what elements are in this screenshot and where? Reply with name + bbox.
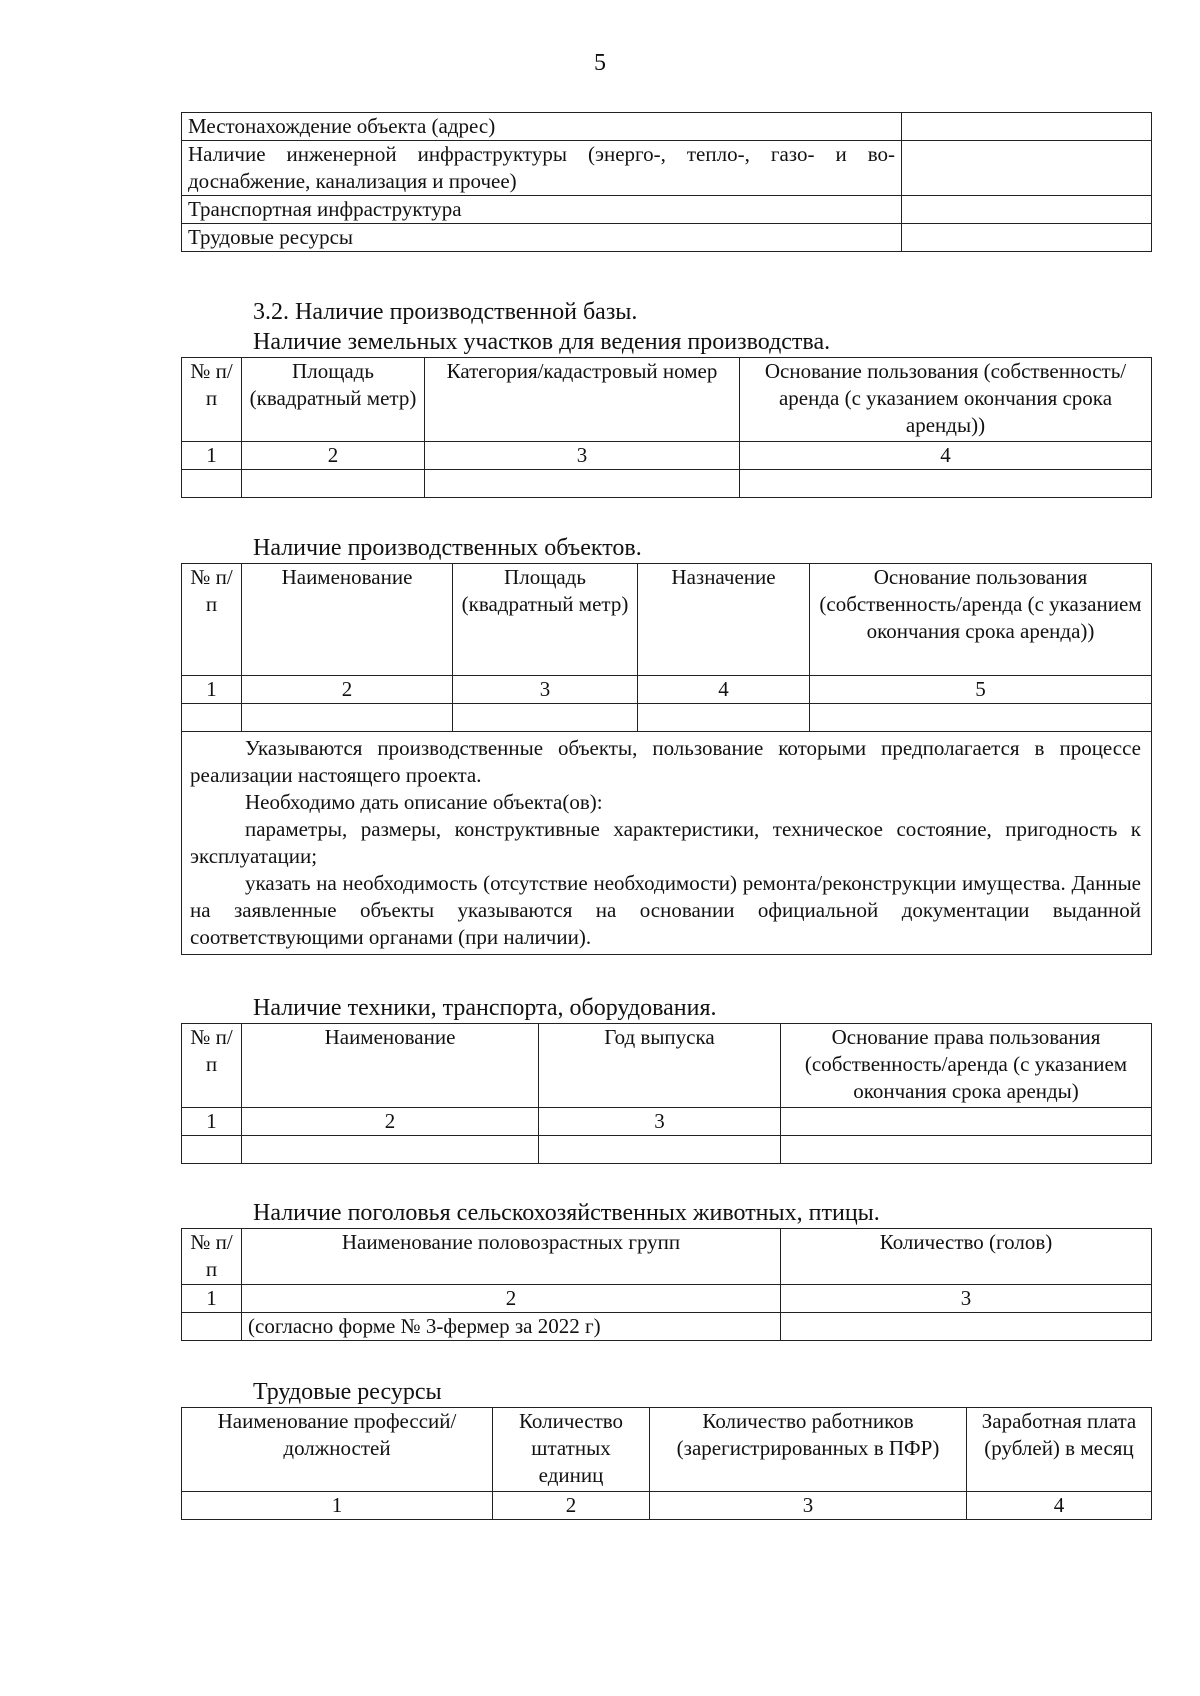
note-paragraph: указать на необходимость (отсутствие необходимости) ремонта/реконструкции имущества. Данные на заявленные объекты указываются на основании официальной документации выданной соответствующими органами (при наличии).	[190, 871, 1141, 949]
table-header-row	[182, 358, 1152, 442]
table-row	[182, 113, 1152, 141]
table-row	[182, 442, 1152, 470]
note-paragraph: параметры, размеры, конструктивные характеристики, техническое состояние, пригодность к эксплуатации;	[190, 817, 1141, 868]
section-title: 3.2. Наличие производственной базы.	[253, 299, 638, 325]
header-number: № п/п	[182, 1229, 242, 1285]
column-number: 3	[781, 1285, 1152, 1313]
facilities-title: Наличие производственных объектов.	[253, 535, 642, 561]
table-row	[182, 1108, 1152, 1136]
table-row	[182, 1492, 1152, 1520]
header-groups: Наименование половозрастных групп	[242, 1229, 781, 1285]
table-row	[182, 1136, 1152, 1164]
table-row	[182, 196, 1152, 224]
header-number: № п/п	[182, 358, 242, 442]
column-number: 4	[638, 676, 810, 704]
column-number: 3	[453, 676, 638, 704]
column-number: 3	[650, 1492, 967, 1520]
column-number: 2	[242, 676, 453, 704]
equipment-table	[181, 1023, 1152, 1164]
facilities-note	[182, 732, 1152, 955]
header-usage-basis: Основание пользования (собственность/аренда (с указанием окончания срока аренды))	[740, 358, 1152, 442]
labor-table	[181, 1407, 1152, 1520]
land-table	[181, 357, 1152, 498]
header-year: Год выпуска	[539, 1024, 781, 1108]
equipment-title: Наличие техники, транспорта, оборудования.	[253, 995, 717, 1021]
land-title: Наличие земельных участков для ведения производства.	[253, 329, 831, 355]
table-row	[182, 224, 1152, 252]
table-row	[182, 1313, 1152, 1341]
column-number: 1	[182, 676, 242, 704]
table-row	[182, 470, 1152, 498]
column-number: 1	[182, 442, 242, 470]
header-staff-units: Количество штатных единиц	[493, 1408, 650, 1492]
header-workers-count: Количество работников (зарегистрированных в ПФР)	[650, 1408, 967, 1492]
header-usage-right: Основание права пользования (собственность/аренда (с указанием окончания срока аренды)	[781, 1024, 1152, 1108]
page-number: 5	[594, 50, 606, 76]
column-number: 2	[493, 1492, 650, 1520]
column-number: 1	[182, 1285, 242, 1313]
column-number: 4	[740, 442, 1152, 470]
column-number: 2	[242, 1108, 539, 1136]
note-row	[182, 732, 1152, 955]
location-table	[181, 112, 1152, 252]
column-number: 1	[182, 1108, 242, 1136]
column-number: 2	[242, 1285, 781, 1313]
note-paragraph: Необходимо дать описание объекта(ов):	[245, 790, 603, 814]
header-salary: Заработная плата (рублей) в месяц	[967, 1408, 1152, 1492]
facilities-table	[181, 563, 1152, 955]
column-number: 5	[810, 676, 1152, 704]
column-number: 1	[182, 1492, 493, 1520]
table-header-row	[182, 564, 1152, 676]
header-number: № п/п	[182, 1024, 242, 1108]
livestock-row-note: (согласно форме № 3-фермер за 2022 г)	[242, 1313, 781, 1341]
header-name: Наименование	[242, 1024, 539, 1108]
header-quantity: Количество (голов)	[781, 1229, 1152, 1285]
column-number	[781, 1108, 1152, 1136]
header-area: Площадь (квадратный метр)	[453, 564, 638, 676]
header-usage-basis: Основание пользования (собственность/аренда (с указанием окончания срока аренда))	[810, 564, 1152, 676]
column-number: 4	[967, 1492, 1152, 1520]
table-header-row	[182, 1408, 1152, 1492]
location-address-label: Местонахождение объекта (адрес)	[182, 113, 902, 141]
table-row	[182, 141, 1152, 196]
table-row	[182, 676, 1152, 704]
engineering-infrastructure-label: Наличие инженерной инфраструктуры (энерго-, тепло-, газо- и во-доснабжение, канализация и прочее)	[182, 141, 902, 196]
table-header-row	[182, 1024, 1152, 1108]
header-area: Площадь (квадратный метр)	[242, 358, 425, 442]
column-number: 3	[539, 1108, 781, 1136]
header-number: № п/п	[182, 564, 242, 676]
header-name: Наименование	[242, 564, 453, 676]
livestock-table	[181, 1228, 1152, 1341]
header-profession: Наименование профессий/должностей	[182, 1408, 493, 1492]
header-category: Категория/кадастровый номер	[425, 358, 740, 442]
table-row	[182, 1285, 1152, 1313]
table-header-row	[182, 1229, 1152, 1285]
livestock-title: Наличие поголовья сельскохозяйственных животных, птицы.	[253, 1200, 880, 1226]
table-row	[182, 704, 1152, 732]
column-number: 2	[242, 442, 425, 470]
labor-title: Трудовые ресурсы	[253, 1379, 442, 1405]
column-number: 3	[425, 442, 740, 470]
labor-resources-label: Трудовые ресурсы	[182, 224, 902, 252]
header-purpose: Назначение	[638, 564, 810, 676]
note-paragraph: Указываются производственные объекты, пользование которыми предполагается в процессе реализации настоящего проекта.	[190, 736, 1141, 787]
transport-infrastructure-label: Транспортная инфраструктура	[182, 196, 902, 224]
